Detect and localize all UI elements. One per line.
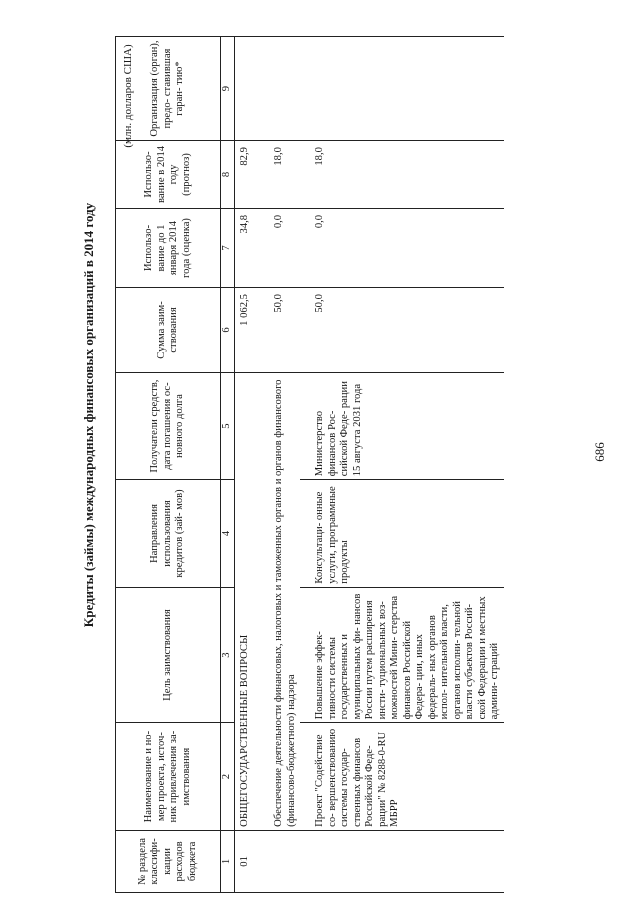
column-number: 1 <box>221 830 235 892</box>
section-used-2014: 82,9 <box>235 141 264 209</box>
subsection-guarantor <box>263 37 300 141</box>
project-directions: Консультаци- онные услуги, программные продукты <box>300 480 504 587</box>
page-number: 686 <box>592 442 607 462</box>
column-number: 7 <box>221 208 235 287</box>
subsection-used-2014: 18,0 <box>263 141 300 209</box>
header-cell: Наименование и но- мер проекта, источ- ник привлечения за- имствования <box>116 723 221 830</box>
header-cell: Организация (орган), предо- ставившая гаран- тию* <box>116 37 221 141</box>
header-cell: Цель заимствования <box>116 587 221 723</box>
column-number: 2 <box>221 723 235 830</box>
subsection-row <box>263 37 300 893</box>
rotated-table-frame <box>115 36 635 893</box>
section-amount: 1 062,5 <box>235 288 264 373</box>
section-name <box>235 372 264 830</box>
column-number: 3 <box>221 587 235 723</box>
subsection-used-before: 0,0 <box>263 208 300 287</box>
project-row <box>300 37 504 893</box>
project-guarantor <box>300 37 504 141</box>
header-cell: № раздела классифи- кации расходов бюджета <box>116 830 221 892</box>
column-number-row <box>221 37 235 893</box>
subsection-code <box>263 830 300 892</box>
project-used-before: 0,0 <box>300 208 504 287</box>
project-recipients: Министерство финансов Рос- сийской Феде- рации 15 августа 2031 года <box>300 372 504 479</box>
column-number: 6 <box>221 288 235 373</box>
column-number: 8 <box>221 141 235 209</box>
units-note: (млн. долларов США) <box>122 44 134 148</box>
subsection-amount: 50,0 <box>263 288 300 373</box>
column-number: 9 <box>221 37 235 141</box>
project-goal: Повышение эффек- тивности системы государственных и муниципальных фи- нансов России путем расширения инсти- туциональных воз- можностей Мини- стерства финансов Российской Федера- ции, иных федераль- ных органов испол- нительной власти, органов исполни- тельной власти субъектов Россий- ской Федерации и местных админи- страций <box>300 587 504 723</box>
project-used-2014: 18,0 <box>300 141 504 209</box>
column-number: 4 <box>221 480 235 587</box>
header-cell: Использо- вание до 1 января 2014 года (оценка) <box>116 208 221 287</box>
header-cell: Направления использования кредитов (зай- мов) <box>116 480 221 587</box>
header-cell: Получатели средств, дата погашения ос- новного долга <box>116 372 221 479</box>
column-number: 5 <box>221 372 235 479</box>
header-row <box>116 37 221 893</box>
header-cell: Использо- вание в 2014 году (прогноз) <box>116 141 221 209</box>
section-guarantor <box>235 37 264 141</box>
project-code <box>300 830 504 892</box>
section-code: 01 <box>235 830 264 892</box>
header-cell: Сумма заим- ствования <box>116 288 221 373</box>
subsection-name: Обеспечение деятельности финансовых, налоговых и таможенных органов и органов финансового (финансово-бюджетного) надзора <box>263 372 300 830</box>
section-name-text: ОБЩЕГОСУДАРСТВЕННЫЕ ВОПРОСЫ <box>239 634 250 827</box>
document-title: Кредиты (займы) международных финансовых организаций в 2014 году <box>81 202 96 628</box>
section-row <box>235 37 264 893</box>
project-name: Проект "Содействие со- вершенствованию системы государ- ственных финансов Российской Феде- рации" № 8288-0-RU МБРР <box>300 723 504 830</box>
section-used-before: 34,8 <box>235 208 264 287</box>
loans-table <box>115 36 504 893</box>
project-amount: 50,0 <box>300 288 504 373</box>
